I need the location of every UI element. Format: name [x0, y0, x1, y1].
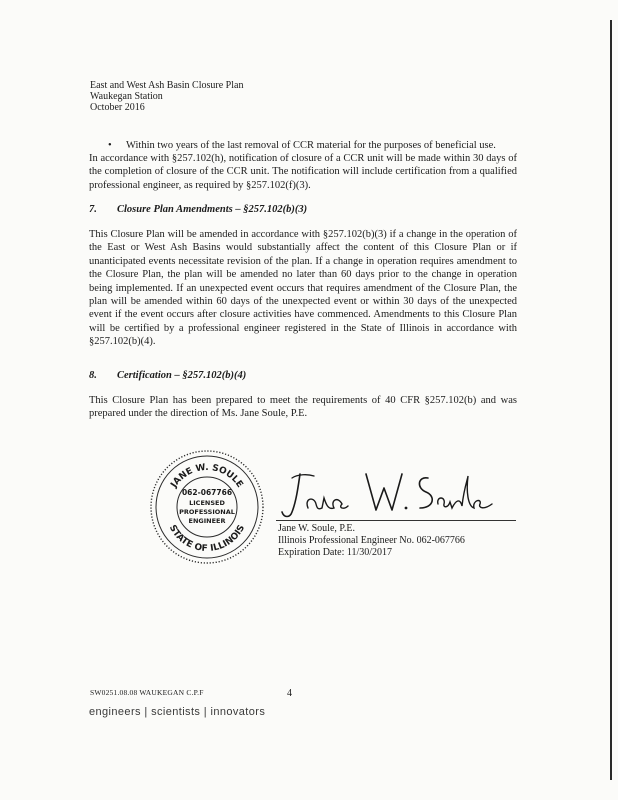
- seal-line-1: LICENSED: [189, 499, 225, 507]
- signer-license: Illinois Professional Engineer No. 062-067766: [278, 535, 465, 546]
- bullet-icon: •: [108, 140, 112, 151]
- signer-expiration: Expiration Date: 11/30/2017: [278, 547, 393, 558]
- bullet-item: [108, 140, 496, 151]
- page-edge-line: [610, 20, 612, 780]
- engineer-seal: [148, 448, 266, 566]
- seal-top-text: JANE W. SOULE: [169, 462, 245, 490]
- signer-block: [278, 523, 465, 559]
- document-header: [90, 80, 243, 113]
- header-title: East and West Ash Basin Closure Plan: [90, 80, 244, 91]
- section-8-heading: [89, 370, 246, 381]
- header-station: Waukegan Station: [90, 91, 163, 102]
- notification-paragraph: In accordance with §257.102(h), notification of closure of a CCR unit will be made within 30 days of the completion of closure of the CCR unit. The notification will include certification from a qualified professional engineer, as required by §257.102(f)(3).: [89, 153, 517, 191]
- section-8-title: Certification – §257.102(b)(4): [117, 370, 247, 381]
- signer-name: Jane W. Soule, P.E.: [278, 523, 355, 534]
- footer-tagline: engineers | scientists | innovators: [89, 706, 266, 718]
- section-7-title: Closure Plan Amendments – §257.102(b)(3): [117, 204, 308, 215]
- footer-document-code: SW0251.08.08 WAUKEGAN C.P.F: [90, 688, 204, 697]
- section-8-number: 8.: [89, 370, 97, 381]
- section-7-number: 7.: [89, 204, 97, 215]
- handwritten-signature: [278, 468, 498, 522]
- section-7-heading: [89, 204, 307, 215]
- header-date: October 2016: [90, 102, 145, 113]
- section-8-body: This Closure Plan has been prepared to meet the requirements of 40 CFR §257.102(b) and was prepared under the direction of Ms. Jane Soule, P.E.: [89, 395, 517, 420]
- seal-number: 062-067766: [181, 488, 233, 497]
- seal-bottom-text: STATE OF ILLINOIS: [166, 523, 248, 555]
- seal-line-2: PROFESSIONAL: [179, 508, 235, 516]
- bullet-text: Within two years of the last removal of CCR material for the purposes of beneficial use.: [126, 140, 496, 151]
- signature-line: [276, 520, 516, 521]
- page-number: 4: [287, 688, 292, 699]
- section-7-body: This Closure Plan will be amended in accordance with §257.102(b)(3) if a change in the operation of the East or West Ash Basins would substantially affect the content of this Closure Plan or if unanticipated events necessitate revision of the plan. If a change in operation requires amendment to the Closure Plan, the plan will be amended no later than 60 days prior to the change in operation being implemented. If an unexpected event occurs that requires amendment of the Closure Plan, the plan will be amended within 60 days of the unexpected event or within 30 days of the unexpected event if the event occurs after closure activities have commenced. Amendments to this Closure Plan will be certified by a professional engineer registered in the State of Illinois in accordance with §257.102(b)(4).: [89, 229, 517, 348]
- seal-line-3: ENGINEER: [188, 517, 226, 525]
